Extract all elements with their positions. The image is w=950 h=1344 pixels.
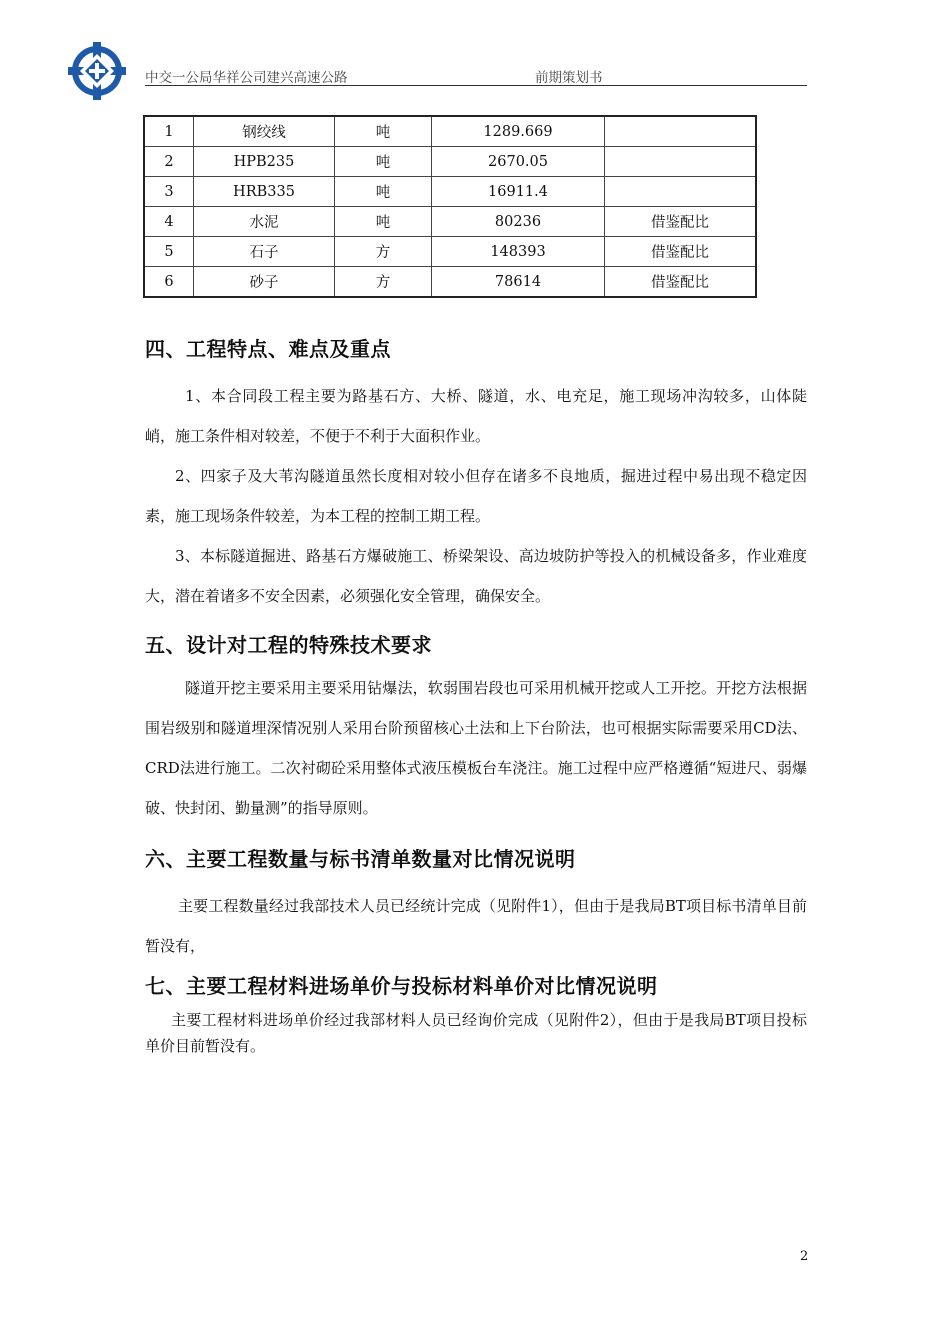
table-row — [144, 207, 756, 237]
cell-unit: 吨 — [335, 147, 432, 177]
table-row — [144, 116, 756, 147]
cell-material: 水泥 — [194, 207, 335, 237]
section-heading: 四、工程特点、难点及重点 — [145, 337, 391, 361]
cell-index: 6 — [144, 267, 194, 298]
cell-unit: 方 — [335, 237, 432, 267]
table-row — [144, 237, 756, 267]
paragraph: 隧道开挖主要采用主要采用钻爆法，软弱围岩段也可采用机械开挖或人工开挖。开挖方法根据围岩级别和隧道埋深情况别人采用台阶预留核心土法和上下台阶法，也可根据实际需要采用CD法、CRD法进行施工。二次衬砌砼采用整体式液压模板台车浇注。施工过程中应严格遵循“短进尺、弱爆破、快封闭、勤量测”的指导原则。 — [145, 679, 807, 817]
header-company-name: 中交一公局华祥公司建兴高速公路 — [145, 70, 348, 86]
cell-index: 2 — [144, 147, 194, 177]
cell-quantity: 16911.4 — [432, 177, 605, 207]
cell-index: 5 — [144, 237, 194, 267]
table-row — [144, 177, 756, 207]
cell-unit: 方 — [335, 267, 432, 298]
cell-quantity: 78614 — [432, 267, 605, 298]
cell-remark: 借鉴配比 — [605, 237, 757, 267]
page-number: 2 — [800, 1249, 809, 1264]
cell-quantity: 80236 — [432, 207, 605, 237]
cell-unit: 吨 — [335, 177, 432, 207]
cell-material: HRB335 — [194, 177, 335, 207]
cell-index: 3 — [144, 177, 194, 207]
paragraph: 1、本合同段工程主要为路基石方、大桥、隧道，水、电充足，施工现场冲沟较多，山体陡峭，施工条件相对较差，不便于不利于大面积作业。 — [145, 387, 807, 445]
cell-unit: 吨 — [335, 207, 432, 237]
cell-quantity: 1289.669 — [432, 116, 605, 147]
cell-remark — [605, 147, 757, 177]
header-document-title: 前期策划书 — [535, 70, 603, 86]
cell-remark: 借鉴配比 — [605, 207, 757, 237]
cell-index: 4 — [144, 207, 194, 237]
cell-remark: 借鉴配比 — [605, 267, 757, 298]
table-row — [144, 267, 756, 298]
cell-material: 石子 — [194, 237, 335, 267]
paragraph: 2、四家子及大苇沟隧道虽然长度相对较小但存在诸多不良地质，掘进过程中易出现不稳定因素，施工现场条件较差，为本工程的控制工期工程。 — [145, 467, 807, 525]
cell-material: HPB235 — [194, 147, 335, 177]
cell-remark — [605, 116, 757, 147]
paragraph: 主要工程材料进场单价经过我部材料人员已经询价完成（见附件2），但由于是我局BT项目投标单价目前暂没有。 — [145, 1011, 807, 1055]
cell-unit: 吨 — [335, 116, 432, 147]
cell-material: 砂子 — [194, 267, 335, 298]
section-heading: 六、主要工程数量与标书清单数量对比情况说明 — [145, 847, 576, 871]
cell-remark — [605, 177, 757, 207]
table-row — [144, 147, 756, 177]
cell-quantity: 148393 — [432, 237, 605, 267]
header-divider — [145, 85, 807, 86]
materials-table — [143, 115, 757, 298]
company-logo — [66, 40, 128, 102]
paragraph: 主要工程数量经过我部技术人员已经统计完成（见附件1），但由于是我局BT项目标书清单目前暂没有， — [145, 897, 807, 955]
cell-quantity: 2670.05 — [432, 147, 605, 177]
section-heading: 七、主要工程材料进场单价与投标材料单价对比情况说明 — [145, 974, 658, 998]
cell-material: 钢绞线 — [194, 116, 335, 147]
paragraph: 3、本标隧道掘进、路基石方爆破施工、桥梁架设、高边坡防护等投入的机械设备多，作业难度大，潜在着诸多不安全因素，必须强化安全管理，确保安全。 — [145, 547, 807, 605]
section-heading: 五、设计对工程的特殊技术要求 — [145, 633, 432, 657]
cell-index: 1 — [144, 116, 194, 147]
